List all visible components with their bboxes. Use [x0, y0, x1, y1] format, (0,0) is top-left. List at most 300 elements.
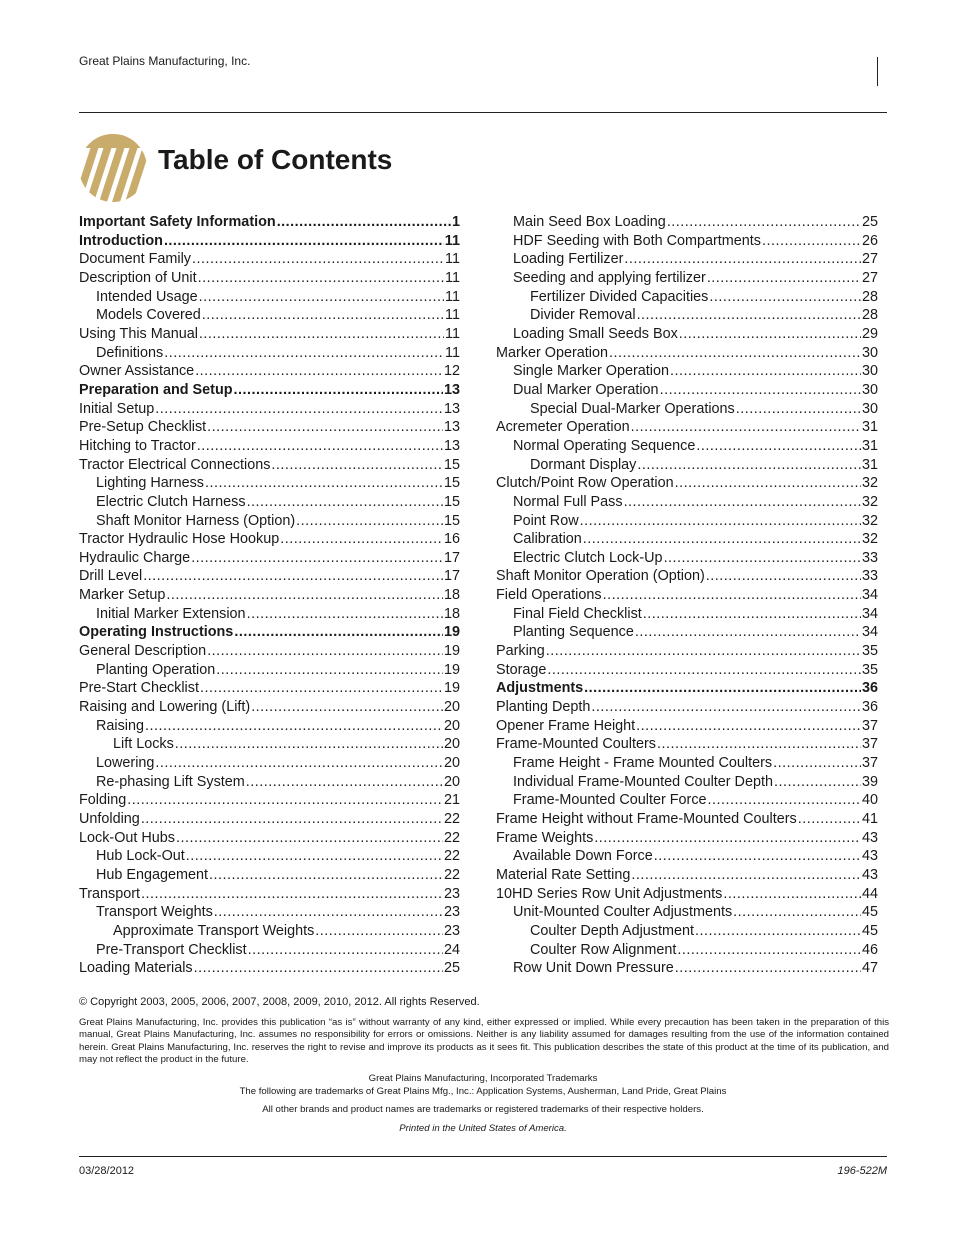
toc-entry: [496, 512, 878, 531]
toc-leader-dots: [643, 605, 861, 624]
toc-leader-dots: [675, 474, 861, 493]
toc-entry-page: 22: [443, 848, 460, 865]
toc-entry-title: Preparation and Setup: [79, 381, 233, 398]
toc-leader-dots: [637, 306, 861, 325]
toc-entry-title: Initial Marker Extension: [96, 605, 246, 622]
toc-entry: [79, 623, 460, 642]
toc-entry: [79, 530, 460, 549]
toc-entry-title: Tractor Hydraulic Hose Hookup: [79, 531, 280, 548]
toc-entry: [496, 456, 878, 475]
toc-entry: [496, 810, 878, 829]
toc-entry-page: 25: [443, 960, 460, 977]
toc-leader-dots: [695, 922, 861, 941]
footer-date: 03/28/2012: [79, 1165, 135, 1177]
toc-entry-title: Material Rate Setting: [496, 866, 631, 883]
toc-leader-dots: [200, 679, 443, 698]
toc-leader-dots: [164, 344, 444, 363]
toc-entry-page: 20: [443, 755, 460, 772]
toc-entry-title: Opener Frame Height: [496, 717, 636, 734]
toc-entry: [79, 959, 460, 978]
toc-entry-title: Planting Operation: [96, 661, 216, 678]
toc-entry-title: Frame Height - Frame Mounted Coulters: [513, 755, 773, 772]
toc-entry-title: Planting Depth: [496, 699, 591, 716]
toc-entry-page: 30: [861, 400, 878, 417]
toc-entry-title: Raising and Lowering (Lift): [79, 699, 251, 716]
toc-entry-page: 47: [861, 960, 878, 977]
toc-entry: [496, 362, 878, 381]
toc-leader-dots: [164, 232, 444, 251]
toc-entry-title: Owner Assistance: [79, 363, 195, 380]
toc-leader-dots: [191, 549, 443, 568]
toc-entry: [79, 717, 460, 736]
toc-entry-title: Important Safety Information: [79, 214, 276, 230]
toc-entry: [79, 512, 460, 531]
toc-entry: [496, 922, 878, 941]
toc-leader-dots: [155, 754, 443, 773]
printed-in-note: Printed in the United States of America.: [399, 1123, 567, 1134]
toc-entry: [79, 885, 460, 904]
toc-entry: [496, 418, 878, 437]
toc-entry-page: 27: [861, 251, 878, 268]
toc-leader-dots: [155, 400, 443, 419]
toc-leader-dots: [209, 866, 443, 885]
toc-leader-dots: [277, 213, 451, 232]
toc-entry-title: Calibration: [513, 531, 582, 548]
toc-leader-dots: [654, 847, 861, 866]
toc-entry: [496, 232, 878, 251]
toc-entry-page: 20: [443, 773, 460, 790]
toc-column-right: [496, 213, 878, 978]
toc-leader-dots: [584, 679, 861, 698]
toc-leader-dots: [199, 325, 444, 344]
toc-entry: [79, 344, 460, 363]
toc-leader-dots: [591, 698, 861, 717]
toc-entry-page: 22: [443, 829, 460, 846]
toc-entry-page: 33: [861, 549, 878, 566]
toc-entry-title: HDF Seeding with Both Compartments: [513, 232, 761, 249]
toc-entry-page: 15: [443, 456, 460, 473]
toc-entry-page: 37: [861, 755, 878, 772]
toc-leader-dots: [707, 269, 861, 288]
toc-leader-dots: [609, 344, 861, 363]
toc-leader-dots: [675, 959, 861, 978]
toc-entry-page: 29: [861, 325, 878, 342]
toc-entry-title: Introduction: [79, 232, 163, 249]
trademarks-heading: Great Plains Manufacturing, Incorporated Trademarks: [368, 1073, 598, 1084]
toc-entry: [79, 866, 460, 885]
toc-entry: [79, 325, 460, 344]
toc-entry-title: Final Field Checklist: [513, 605, 642, 622]
toc-entry: [496, 288, 878, 307]
toc-entry-title: Fertilizer Divided Capacities: [530, 288, 709, 305]
toc-entry-page: 24: [443, 941, 460, 958]
toc-leader-dots: [657, 735, 861, 754]
toc-entry-page: 45: [861, 904, 878, 921]
toc-leader-dots: [660, 381, 861, 400]
toc-entry: [79, 791, 460, 810]
toc-entry-title: Adjustments: [496, 680, 584, 697]
toc-leader-dots: [696, 437, 861, 456]
toc-entry: [496, 306, 878, 325]
toc-entry-title: Main Seed Box Loading: [513, 214, 666, 230]
toc-entry-title: Lock-Out Hubs: [79, 829, 175, 846]
toc-leader-dots: [141, 810, 443, 829]
toc-entry-title: Hub Engagement: [96, 866, 209, 883]
toc-entry-title: Unfolding: [79, 811, 140, 827]
toc-entry: [79, 810, 460, 829]
toc-entry-title: Loading Small Seeds Box: [513, 325, 678, 342]
toc-entry-page: 43: [861, 848, 878, 865]
toc-entry: [496, 530, 878, 549]
toc-leader-dots: [246, 773, 443, 792]
toc-entry: [79, 418, 460, 437]
toc-leader-dots: [624, 250, 861, 269]
toc-entry-page: 41: [861, 811, 878, 827]
toc-leader-dots: [635, 623, 861, 642]
toc-entry-title: Raising: [96, 717, 144, 734]
toc-entry: [79, 847, 460, 866]
toc-entry-page: 25: [861, 214, 878, 230]
toc-entry-title: Single Marker Operation: [513, 363, 669, 380]
toc-leader-dots: [736, 400, 861, 419]
toc-leader-dots: [733, 903, 861, 922]
toc-entry: [496, 605, 878, 624]
toc-entry-page: 32: [861, 493, 878, 510]
toc-entry-page: 35: [861, 643, 878, 660]
toc-leader-dots: [186, 847, 443, 866]
toc-leader-dots: [774, 773, 861, 792]
toc-entry-page: 46: [861, 941, 878, 958]
toc-entry: [79, 586, 460, 605]
toc-entry: [79, 250, 460, 269]
toc-entry-title: Storage: [496, 661, 547, 678]
toc-leader-dots: [708, 791, 861, 810]
toc-entry-page: 11: [445, 269, 460, 286]
toc-entry-title: Field Operations: [496, 587, 602, 604]
toc-entry-title: Coulter Depth Adjustment: [530, 922, 694, 939]
toc-leader-dots: [195, 362, 443, 381]
toc-entry-page: 31: [861, 419, 878, 436]
toc-entry-title: Dormant Display: [530, 456, 637, 473]
toc-entry-title: Description of Unit: [79, 269, 197, 286]
toc-leader-dots: [207, 418, 443, 437]
toc-leader-dots: [199, 288, 444, 307]
toc-entry-page: 44: [861, 885, 878, 902]
toc-entry-title: Lift Locks: [113, 736, 174, 753]
toc-entry-page: 19: [443, 643, 460, 660]
top-rule: [79, 112, 887, 113]
toc-entry-title: Re-phasing Lift System: [96, 773, 245, 790]
toc-leader-dots: [234, 623, 443, 642]
toc-entry: [79, 400, 460, 419]
toc-entry-title: General Description: [79, 643, 207, 660]
toc-entry: [496, 735, 878, 754]
toc-entry-title: Operating Instructions: [79, 624, 234, 641]
toc-entry: [79, 567, 460, 586]
toc-entry: [496, 698, 878, 717]
toc-leader-dots: [280, 530, 443, 549]
toc-leader-dots: [546, 642, 861, 661]
toc-entry-page: 22: [443, 866, 460, 883]
great-plains-logo-icon: [79, 134, 147, 202]
footer-doc-number: 196-522M: [837, 1165, 887, 1177]
toc-leader-dots: [166, 586, 443, 605]
toc-entry: [79, 941, 460, 960]
toc-leader-dots: [202, 306, 444, 325]
toc-leader-dots: [234, 381, 443, 400]
toc-leader-dots: [197, 437, 443, 456]
toc-entry-title: Pre-Transport Checklist: [96, 941, 247, 958]
toc-entry-title: Hydraulic Charge: [79, 549, 191, 566]
toc-entry-page: 30: [861, 381, 878, 398]
toc-entry: [496, 773, 878, 792]
toc-entry: [496, 717, 878, 736]
toc-entry-title: Row Unit Down Pressure: [513, 960, 674, 977]
toc-leader-dots: [709, 288, 861, 307]
toc-entry: [79, 437, 460, 456]
toc-entry-page: 45: [861, 922, 878, 939]
toc-leader-dots: [247, 493, 443, 512]
toc-leader-dots: [141, 885, 443, 904]
toc-entry-page: 15: [443, 512, 460, 529]
toc-leader-dots: [664, 549, 861, 568]
toc-entry: [79, 754, 460, 773]
toc-leader-dots: [251, 698, 443, 717]
company-header: Great Plains Manufacturing, Inc.: [79, 54, 251, 68]
toc-entry-page: 27: [861, 269, 878, 286]
toc-entry-page: 16: [443, 531, 460, 548]
toc-leader-dots: [271, 456, 443, 475]
toc-entry: [496, 642, 878, 661]
toc-leader-dots: [594, 829, 861, 848]
toc-entry: [496, 829, 878, 848]
toc-entry-page: 43: [861, 829, 878, 846]
toc-leader-dots: [631, 418, 861, 437]
toc-entry-page: 34: [861, 605, 878, 622]
toc-leader-dots: [315, 922, 443, 941]
toc-entry: [79, 456, 460, 475]
toc-entry-title: 10HD Series Row Unit Adjustments: [496, 885, 723, 902]
toc-entry-page: 30: [861, 344, 878, 361]
toc-entry: [496, 325, 878, 344]
toc-entry: [496, 791, 878, 810]
other-brands-note: All other brands and product names are trademarks or registered trademarks of their respective holders.: [262, 1104, 704, 1115]
toc-entry: [496, 623, 878, 642]
toc-entry: [496, 847, 878, 866]
toc-entry: [79, 735, 460, 754]
toc-entry: [496, 661, 878, 680]
toc-entry-title: Individual Frame-Mounted Coulter Depth: [513, 773, 773, 790]
toc-entry-page: 15: [443, 475, 460, 492]
toc-entry-page: 28: [861, 307, 878, 324]
toc-entry-page: 31: [861, 437, 878, 454]
toc-leader-dots: [175, 735, 443, 754]
toc-entry: [496, 885, 878, 904]
toc-entry-page: 35: [861, 661, 878, 678]
toc-entry-page: 13: [443, 437, 460, 454]
toc-entry-page: 21: [443, 792, 460, 809]
toc-entry: [79, 903, 460, 922]
toc-entry: [496, 959, 878, 978]
toc-entry: [496, 474, 878, 493]
toc-entry-title: Tractor Electrical Connections: [79, 456, 271, 473]
toc-entry: [496, 941, 878, 960]
toc-leader-dots: [143, 567, 443, 586]
toc-entry-title: Definitions: [96, 344, 164, 361]
toc-entry: [79, 922, 460, 941]
toc-entry: [496, 250, 878, 269]
toc-leader-dots: [145, 717, 443, 736]
toc-leader-dots: [205, 474, 443, 493]
toc-leader-dots: [798, 810, 861, 829]
toc-entry-title: Models Covered: [96, 307, 201, 324]
toc-entry-page: 32: [861, 531, 878, 548]
toc-entry-title: Frame-Mounted Coulters: [496, 736, 656, 753]
toc-entry-page: 11: [445, 344, 460, 361]
toc-entry-page: 36: [861, 699, 878, 716]
toc-entry: [496, 586, 878, 605]
toc-entry-page: 13: [443, 381, 460, 398]
toc-entry-title: Coulter Row Alignment: [530, 941, 677, 958]
page-title: Table of Contents: [158, 144, 393, 175]
toc-column-left: [79, 213, 460, 978]
toc-entry-title: Hub Lock-Out: [96, 848, 185, 865]
toc-entry-page: 11: [444, 232, 460, 249]
toc-entry-title: Clutch/Point Row Operation: [496, 475, 674, 492]
toc-leader-dots: [723, 885, 861, 904]
toc-leader-dots: [603, 586, 861, 605]
toc-entry-page: 37: [861, 736, 878, 753]
toc-entry: [496, 567, 878, 586]
toc-entry-page: 39: [861, 773, 878, 790]
toc-entry: [79, 661, 460, 680]
toc-leader-dots: [679, 325, 861, 344]
toc-entry-page: 19: [443, 680, 460, 697]
toc-entry-title: Folding: [79, 792, 127, 809]
toc-entry-page: 17: [443, 549, 460, 566]
toc-leader-dots: [547, 661, 861, 680]
toc-leader-dots: [216, 661, 443, 680]
toc-leader-dots: [583, 530, 861, 549]
toc-entry-title: Normal Full Pass: [513, 493, 623, 510]
toc-entry-title: Normal Operating Sequence: [513, 437, 696, 454]
toc-entry-page: 37: [861, 717, 878, 734]
toc-entry-page: 23: [443, 885, 460, 902]
toc-leader-dots: [670, 362, 861, 381]
toc-entry-page: 32: [861, 475, 878, 492]
toc-leader-dots: [706, 567, 861, 586]
toc-entry-page: 43: [861, 866, 878, 883]
toc-leader-dots: [192, 250, 444, 269]
toc-entry: [79, 549, 460, 568]
toc-entry-page: 19: [443, 661, 460, 678]
toc-entry: [79, 269, 460, 288]
toc-entry-title: Initial Setup: [79, 400, 155, 417]
toc-entry: [79, 679, 460, 698]
toc-leader-dots: [636, 717, 861, 736]
toc-entry-page: 17: [443, 568, 460, 585]
toc-entry-page: 13: [443, 400, 460, 417]
toc-entry-title: Available Down Force: [513, 848, 653, 865]
toc-leader-dots: [762, 232, 861, 251]
toc-entry: [496, 493, 878, 512]
toc-entry: [496, 754, 878, 773]
toc-entry-title: Acremeter Operation: [496, 419, 630, 436]
toc-entry-page: 12: [443, 363, 460, 380]
toc-leader-dots: [677, 941, 861, 960]
toc-entry-page: 1: [451, 214, 460, 230]
toc-entry-page: 11: [445, 325, 460, 342]
toc-entry-page: 36: [861, 680, 878, 697]
toc-entry-page: 32: [861, 512, 878, 529]
toc-entry: [496, 381, 878, 400]
toc-entry: [496, 679, 878, 698]
toc-entry-title: Document Family: [79, 251, 191, 268]
toc-entry: [496, 903, 878, 922]
toc-entry-title: Dual Marker Operation: [513, 381, 659, 398]
toc-entry-page: 23: [443, 904, 460, 921]
toc-entry-title: Transport Weights: [96, 904, 213, 921]
toc-entry: [79, 362, 460, 381]
disclaimer-text: Great Plains Manufacturing, Inc. provides this publication “as is” without warranty of any kind, either expressed or implied. While every precaution has been taken in the preparation of this manual, Great Plains Manufacturing, Inc. assumes no responsibility for errors or omissions. Neither is any liability assumed for damages resulting from the use of the information contained herein. Great Plains Manufacturing, Inc. reserves the right to revise and improve its products as it sees fit. This publication describes the state of this product at the time of its publication, and may not reflect the product in the future.: [79, 1017, 889, 1065]
toc-entry: [79, 829, 460, 848]
toc-entry-title: Intended Usage: [96, 288, 198, 305]
toc-entry: [496, 866, 878, 885]
toc-entry-page: 18: [443, 605, 460, 622]
toc-entry-title: Divider Removal: [530, 307, 636, 324]
toc-entry: [79, 773, 460, 792]
toc-entry-page: 20: [443, 717, 460, 734]
toc-entry-page: 15: [443, 493, 460, 510]
toc-entry: [496, 437, 878, 456]
header-divider: [877, 57, 878, 86]
toc-entry: [79, 474, 460, 493]
toc-entry-title: Frame Weights: [496, 829, 594, 846]
toc-entry-title: Loading Materials: [79, 960, 193, 977]
toc-entry: [79, 232, 460, 251]
toc-entry-title: Special Dual-Marker Operations: [530, 400, 735, 417]
toc-entry-page: 18: [443, 587, 460, 604]
toc-leader-dots: [637, 456, 861, 475]
toc-entry-title: Loading Fertilizer: [513, 251, 624, 268]
toc-entry: [79, 306, 460, 325]
toc-entry-title: Planting Sequence: [513, 624, 634, 641]
toc-entry-title: Pre-Setup Checklist: [79, 419, 207, 436]
toc-entry-title: Shaft Monitor Harness (Option): [96, 512, 296, 529]
toc-leader-dots: [296, 512, 443, 531]
toc-entry-page: 28: [861, 288, 878, 305]
toc-entry: [496, 344, 878, 363]
toc-entry-title: Electric Clutch Harness: [96, 493, 246, 510]
toc-entry: [496, 213, 878, 232]
toc-entry: [79, 381, 460, 400]
toc-entry: [79, 213, 460, 232]
toc-entry-page: 30: [861, 363, 878, 380]
toc-entry-title: Approximate Transport Weights: [113, 922, 315, 939]
toc-leader-dots: [580, 512, 861, 531]
toc-entry-title: Lowering: [96, 755, 155, 772]
toc-leader-dots: [207, 642, 443, 661]
toc-entry: [79, 698, 460, 717]
toc-entry-page: 22: [443, 811, 460, 827]
toc-entry-page: 31: [861, 456, 878, 473]
toc-entry: [79, 493, 460, 512]
toc-entry-title: Frame Height without Frame-Mounted Coulters: [496, 811, 797, 827]
toc-entry-page: 34: [861, 587, 878, 604]
toc-leader-dots: [773, 754, 861, 773]
toc-leader-dots: [248, 941, 443, 960]
toc-entry-title: Hitching to Tractor: [79, 437, 196, 454]
